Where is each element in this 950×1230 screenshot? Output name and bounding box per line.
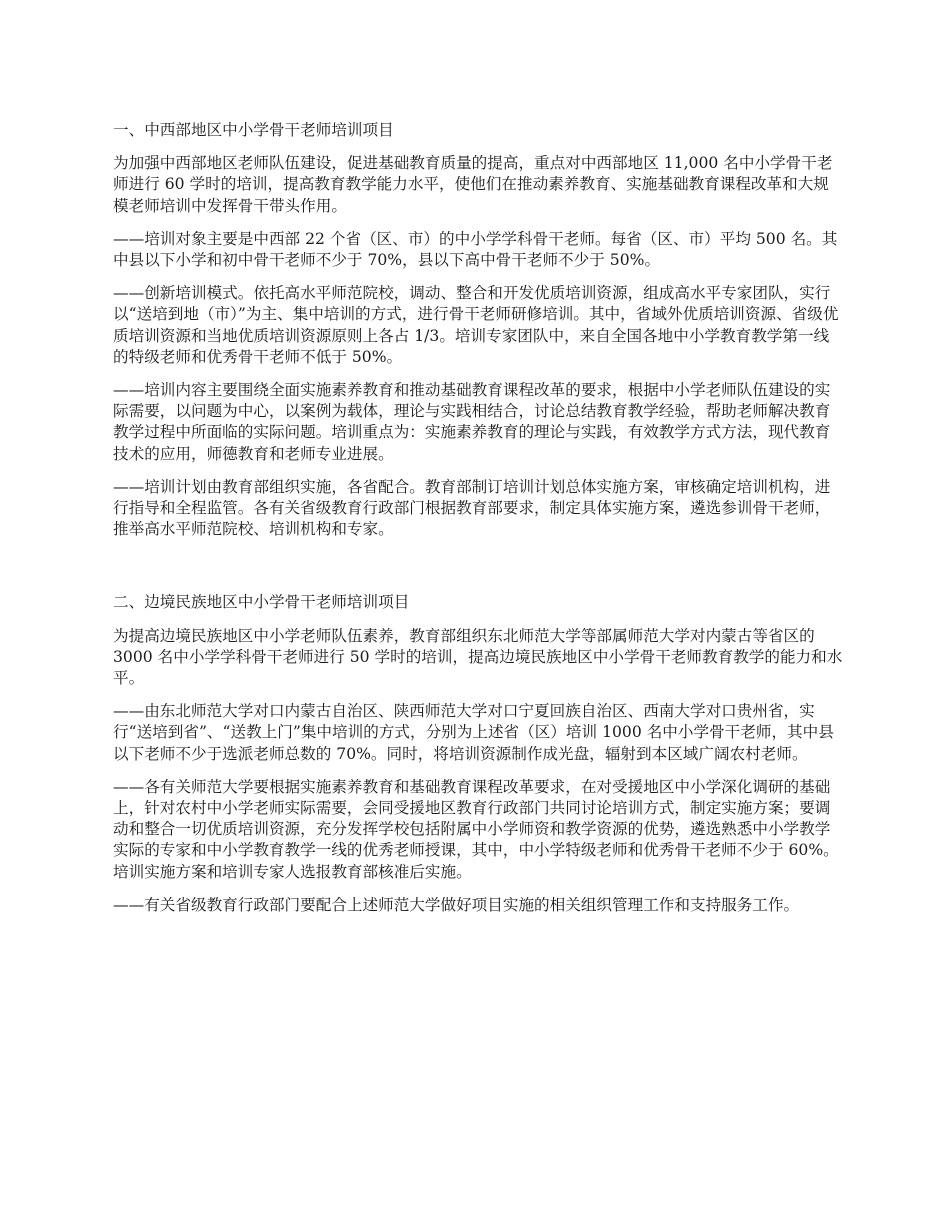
section-heading: 二、边境民族地区中小学骨干老师培训项目 xyxy=(113,593,410,612)
paragraph: ——培训计划由教育部组织实施，各省配合。教育部制订培训计划总体实施方案，审核确定培训机构，进行指导和全程监管。各有关省级教育行政部门根据教育部要求，制定具体实施方案，遴选参训骨干老师，推举高水平师范院校、培训机构和专家。 xyxy=(113,477,831,539)
paragraph: ——由东北师范大学对口内蒙古自治区、陕西师范大学对口宁夏回族自治区、西南大学对口贵州省，实行“送培到省”、“送教上门”集中培训的方式，分别为上述省（区）培训 1000 名中小学骨干老师，其中县以下老师不少于选派老师总数的 70%。同时，将培训资源制作成光盘，辐射到本区域广阔农村老师。 xyxy=(113,702,834,763)
paragraph: ——有关省级教育行政部门要配合上述师范大学做好项目实施的相关组织管理工作和支持服务工作。 xyxy=(113,895,800,914)
paragraph: 为加强中西部地区老师队伍建设，促进基础教育质量的提高，重点对中西部地区 11,000 名中小学骨干老师进行 60 学时的培训，提高教育教学能力水平，使他们在推动素养教育、实施基础教育课程改革和大规模老师培训中发挥骨干带头作用。 xyxy=(113,154,833,215)
paragraph: ——培训对象主要是中西部 22 个省（区、市）的中小学学科骨干老师。每省（区、市）平均 500 名。其中县以下小学和初中骨干老师不少于 70%，县以下高中骨干老师不少于 50%。 xyxy=(113,229,838,270)
section-border-ethnic xyxy=(113,592,843,916)
section-spacer xyxy=(113,552,843,592)
section-central-western xyxy=(113,120,843,540)
document-page xyxy=(113,120,843,928)
paragraph: ——创新培训模式。依托高水平师范院校，调动、整合和开发优质培训资源，组成高水平专家团队，实行以“送培到地（市）”为主、集中培训的方式，进行骨干老师研修培训。其中，省域外优质培训资源、省级优质培训资源和当地优质培训资源原则上各占 1/3。培训专家团队中，来自全国各地中小学教育教学第一线的特级老师和优秀骨干老师不低于 50%。 xyxy=(113,284,839,366)
paragraph: 为提高边境民族地区中小学老师队伍素养，教育部组织东北师范大学等部属师范大学对内蒙古等省区的 3000 名中小学学科骨干老师进行 50 学时的培训，提高边境民族地区中小学骨干老师教育教学的能力和水平。 xyxy=(113,626,843,688)
paragraph: ——培训内容主要围绕全面实施素养教育和推动基础教育课程改革的要求，根据中小学老师队伍建设的实际需要，以问题为中心，以案例为载体，理论与实践相结合，讨论总结教育教学经验，帮助老师解决教育教学过程中所面临的实际问题。培训重点为：实施素养教育的理论与实践，有效教学方式方法，现代教育技术的应用，师德教育和老师专业进展。 xyxy=(113,381,831,463)
section-heading: 一、中西部地区中小学骨干老师培训项目 xyxy=(113,121,394,139)
paragraph: ——各有关师范大学要根据实施素养教育和基础教育课程改革要求，在对受援地区中小学深化调研的基础上，针对农村中小学老师实际需要，会同受援地区教育行政部门共同讨论培训方式，制定实施方案；要调动和整合一切优质培训资源，充分发挥学校包括附属中小学师资和教学资源的优势，遴选熟悉中小学教学实际的专家和中小学教育教学一线的优秀老师授课，其中，中小学特级老师和优秀骨干老师不少于 60%。培训实施方案和培训专家人选报教育部核准后实施。 xyxy=(113,777,839,881)
